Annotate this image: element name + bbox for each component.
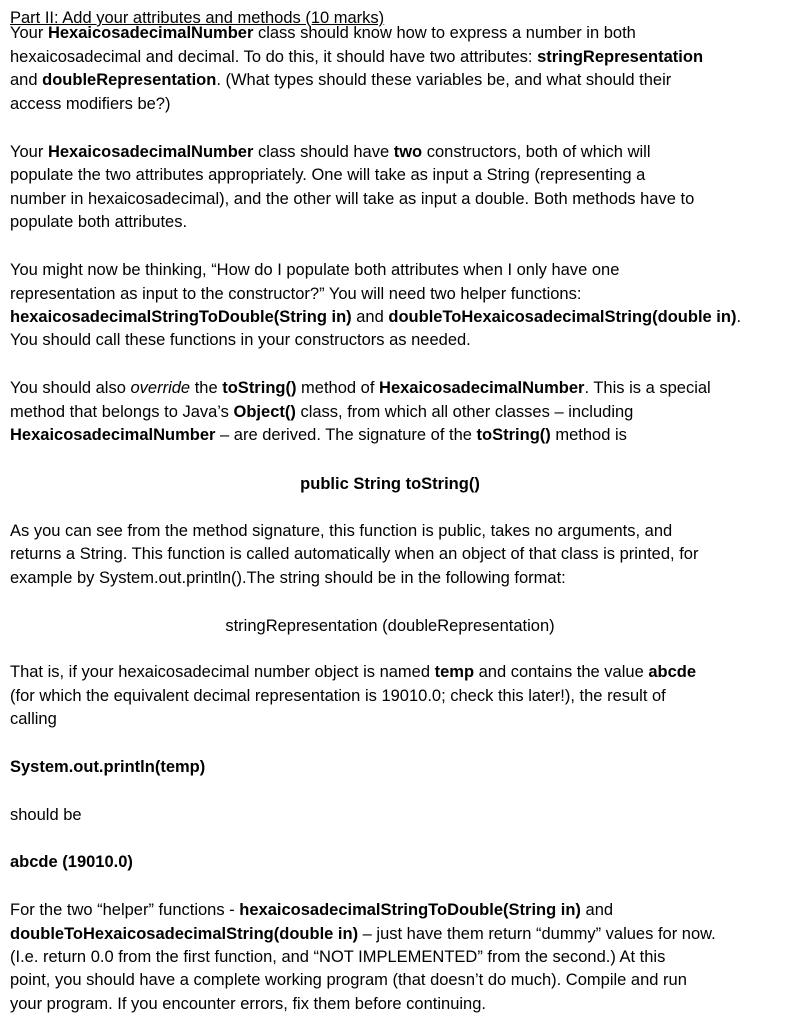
text: and — [580, 901, 614, 919]
class-name: HexaicosadecimalNumber — [379, 379, 585, 397]
attribute-string-representation: stringRepresentation — [537, 48, 704, 66]
code-println-text: System.out.println(temp) — [10, 758, 206, 776]
helper-function-2: doubleToHexaicosadecimalString(double in) — [10, 925, 359, 943]
p5-line-1: As you can see from the method signature, this function is public, takes no arguments, and — [10, 522, 673, 540]
emphasis-override: override — [130, 379, 191, 397]
p7-line-1 — [10, 898, 613, 922]
class-name: HexaicosadecimalNumber — [47, 24, 254, 42]
section-heading: Part II: Add your attributes and methods (10 marks) — [10, 9, 385, 27]
p5-line-3: example by System.out.println().The string should be in the following format: — [10, 569, 566, 587]
p7-line-2 — [10, 922, 716, 946]
text: method of — [296, 379, 380, 397]
class-name: HexaicosadecimalNumber — [47, 143, 254, 161]
value-abcde: abcde — [648, 663, 697, 681]
p4-line-2 — [10, 400, 633, 424]
text: the — [190, 379, 223, 397]
text: That is, if your hexaicosadecimal number object is named — [10, 663, 435, 681]
signature-text: public String toString() — [300, 475, 480, 493]
text: and contains the value — [474, 663, 649, 681]
attribute-double-representation: doubleRepresentation — [42, 71, 217, 89]
p7-line-5: your program. If you encounter errors, fix them before continuing. — [10, 995, 486, 1013]
text: You should also — [10, 379, 131, 397]
variable-temp: temp — [434, 663, 475, 681]
text: class should know how to express a number in both — [253, 24, 636, 42]
text: – are derived. The signature of the — [215, 426, 477, 444]
p2-line-3: number in hexaicosadecimal), and the other will take as input a double. Both methods have to — [10, 190, 695, 208]
object-class: Object() — [233, 403, 296, 421]
p3-line-4: You should call these functions in your constructors as needed. — [10, 331, 471, 349]
text: class should have — [253, 143, 394, 161]
p6-line-1 — [10, 660, 696, 684]
class-name: HexaicosadecimalNumber — [10, 426, 216, 444]
p7-line-3: (I.e. return 0.0 from the first function, and “NOT IMPLEMENTED” from the second.) At this — [10, 948, 666, 966]
p3-line-1: You might now be thinking, “How do I populate both attributes when I only have one — [10, 261, 620, 279]
text: For the two “helper” functions - — [10, 901, 240, 919]
p2-line-4: populate both attributes. — [10, 213, 188, 231]
code-println — [10, 755, 205, 779]
text: and — [10, 71, 43, 89]
emphasis-two: two — [393, 143, 423, 161]
p6-line-2: (for which the equivalent decimal representation is 19010.0; check this later!), the result of — [10, 687, 666, 705]
helper-function-1: hexaicosadecimalStringToDouble(String in) — [10, 308, 352, 326]
should-be-text: should be — [10, 806, 82, 824]
p5-line-2: returns a String. This function is called automatically when an object of that class is printed, for — [10, 545, 699, 563]
code-result — [10, 850, 133, 874]
method-tostring: toString() — [476, 426, 551, 444]
p4-line-1 — [10, 376, 711, 400]
text: – just have them return “dummy” values for now. — [358, 925, 716, 943]
p2-line-1 — [10, 140, 650, 164]
p1-line-2 — [10, 45, 703, 69]
p4-line-3 — [10, 423, 627, 447]
text: Your — [10, 24, 48, 42]
helper-function-2: doubleToHexaicosadecimalString(double in) — [388, 308, 737, 326]
p2-line-2: populate the two attributes appropriately. One will take as input a String (representing a — [10, 166, 646, 184]
p7-line-4: point, you should have a complete working program (that doesn’t do much). Compile and run — [10, 971, 687, 989]
text: hexaicosadecimal and decimal. To do this, it should have two attributes: — [10, 48, 538, 66]
code-result-text: abcde (19010.0) — [10, 853, 133, 871]
p1-line-1 — [10, 21, 636, 45]
p1-line-4: access modifiers be?) — [10, 95, 171, 113]
text: . — [736, 308, 742, 326]
text: . This is a special — [584, 379, 711, 397]
text: class, from which all other classes – including — [295, 403, 634, 421]
p3-line-3 — [10, 305, 741, 329]
method-tostring: toString() — [222, 379, 297, 397]
text: . (What types should these variables be, and what should their — [216, 71, 672, 89]
text: Your — [10, 143, 48, 161]
format-line: stringRepresentation (doubleRepresentation) — [225, 617, 555, 635]
p1-line-3 — [10, 68, 671, 92]
p3-line-2: representation as input to the constructor?” You will need two helper functions: — [10, 285, 582, 303]
text: constructors, both of which will — [422, 143, 651, 161]
p6-line-3: calling — [10, 710, 57, 728]
text: and — [351, 308, 389, 326]
text: method is — [550, 426, 627, 444]
helper-function-1: hexaicosadecimalStringToDouble(String in) — [239, 901, 581, 919]
method-signature — [0, 472, 780, 496]
text: method that belongs to Java’s — [10, 403, 234, 421]
